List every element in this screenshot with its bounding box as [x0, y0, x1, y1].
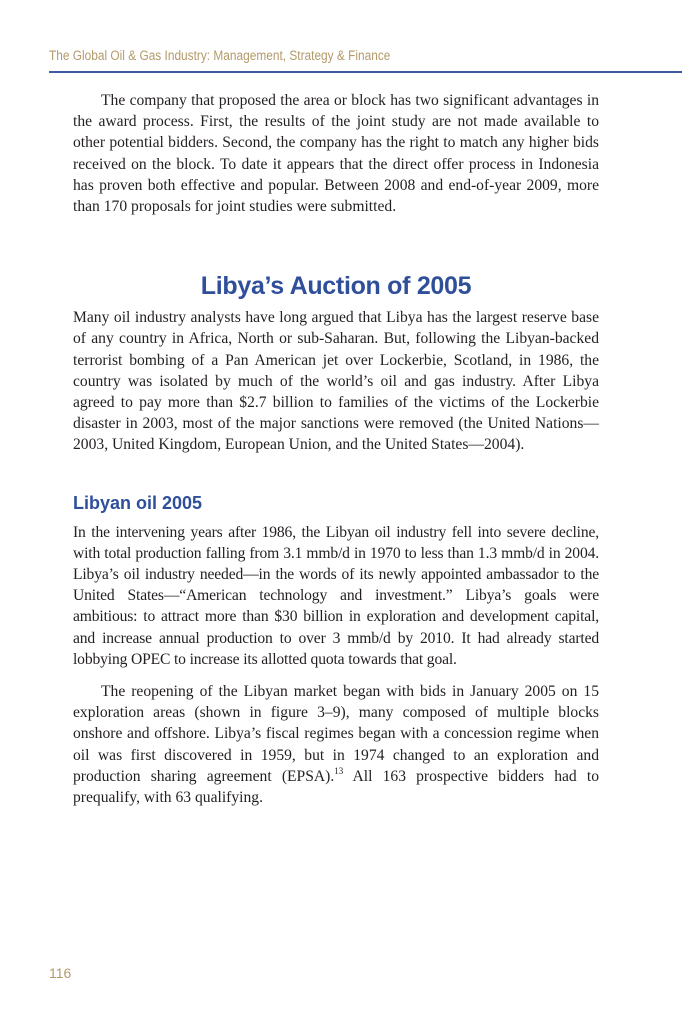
page-number: 116: [49, 965, 72, 981]
header-rule: [49, 71, 682, 73]
subsection-paragraph-2: [73, 681, 599, 808]
section-paragraph: Many oil industry analysts have long argued that Libya has the largest reserve base of any country in Africa, North or sub-Saharan. But, following the Libyan-backed terrorist bombing of a Pan American jet over Lockerbie, Scotland, in 1986, the country was isolated by much of the world’s oil and gas industry. After Libya agreed to pay more than $2.7 billion to families of the victims of the Lockerbie disaster in 2003, most of the major sanctions were removed (the United Nations—2003, United Kingdom, European Union, and the United States—2004).: [73, 309, 599, 454]
footnote-reference: 13: [334, 765, 344, 776]
running-head-title: The Global Oil & Gas Industry: Management, Strategy & Finance: [49, 48, 391, 63]
section-heading: Libya’s Auction of 2005: [200, 272, 472, 301]
subsection-paragraph-1: In the intervening years after 1986, the Libyan oil industry fell into severe decline, with total production falling from 3.1 mmb/d in 1970 to less than 1.3 mmb/d in 2004. Libya’s oil industry needed—in the words of its newly appointed ambassador to the United States—“American technology and investment.” Libya’s goals were ambitious: to attract more than $30 billion in exploration and development capital, and increase annual production to over 3 mmb/d by 2010. It had already started lobbying OPEC to increase its allotted quota towards that goal.: [73, 523, 599, 668]
paragraph-text-part-2: All 163 prospective bidders had to prequalify, with 63 qualifying.: [73, 767, 599, 807]
paragraph-text-part-1: The reopening of the Libyan market began with bids in January 2005 on 15 exploration areas (shown in figure 3–9), many composed of multiple blocks onshore and offshore. Libya’s fiscal regimes began with a concession regime when oil was first discovered in 1959, but in 1974 changed to an exploration and production sharing agreement (EPSA).: [73, 683, 599, 785]
intro-paragraph: The company that proposed the area or block has two significant advantages in the award process. First, the results of the joint study are not made available to other potential bidders. Second, the company has the right to match any higher bids received on the block. To date it appears that the direct offer process in Indonesia has proven both effective and popular. Between 2008 and end-of-year 2009, more than 170 proposals for joint studies were submitted.: [73, 92, 599, 216]
page-body: [73, 90, 599, 808]
subsection-heading: Libyan oil 2005: [73, 492, 203, 513]
